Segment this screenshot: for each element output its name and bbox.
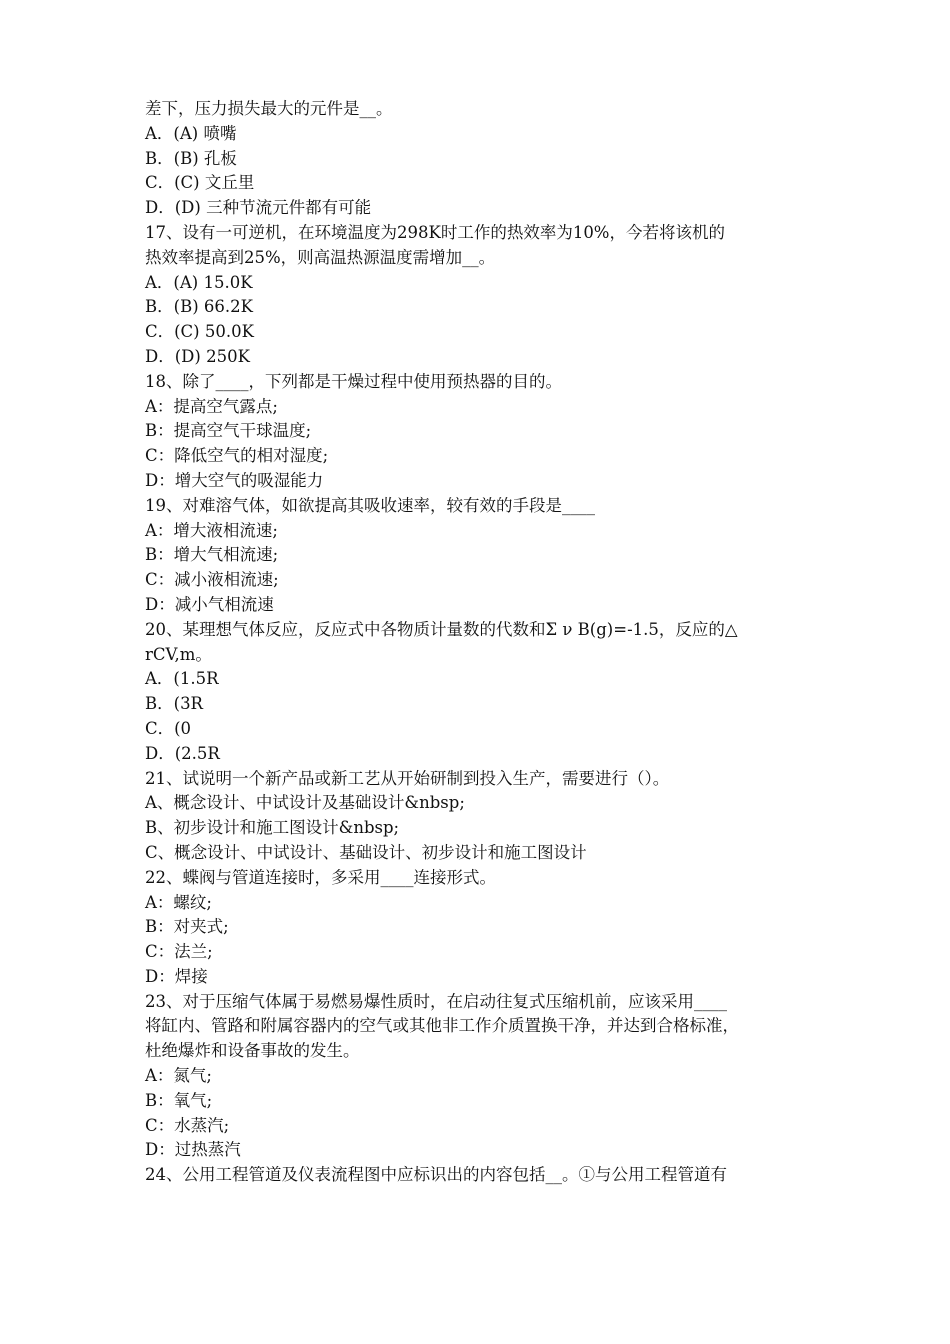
text-line: D．(D) 250K	[145, 346, 250, 366]
text-line: 18、除了____，下列都是干燥过程中使用预热器的目的。	[145, 371, 562, 391]
text-line: C：减小液相流速;	[145, 570, 279, 590]
text-line: 17、设有一可逆机，在环境温度为298K时工作的热效率为10%，今若将该机的	[145, 222, 725, 242]
text-line: D：过热蒸汽	[145, 1140, 241, 1160]
text-line: C．(C) 50.0K	[145, 322, 254, 342]
text-line: C．(0	[145, 718, 192, 738]
text-line: D：焊接	[145, 966, 208, 986]
text-line: B：对夹式;	[145, 917, 229, 937]
text-line: C：降低空气的相对湿度;	[145, 446, 329, 466]
text-line: A．(1.5R	[145, 669, 219, 689]
text-line: C．(C) 文丘里	[145, 173, 255, 193]
text-line: 23、对于压缩气体属于易燃易爆性质时，在启动往复式压缩机前，应该采用____	[145, 991, 727, 1011]
text-line: B．(B) 66.2K	[145, 297, 253, 317]
text-line: A．(A) 15.0K	[145, 272, 253, 292]
text-line: C：水蒸汽;	[145, 1115, 230, 1135]
text-line: A：螺纹;	[145, 892, 212, 912]
text-line: B、初步设计和施工图设计&nbsp;	[145, 818, 400, 838]
text-line: 22、蝶阀与管道连接时，多采用____连接形式。	[145, 867, 496, 887]
text-line: 杜绝爆炸和设备事故的发生。	[145, 1041, 360, 1061]
text-line: B．(B) 孔板	[145, 148, 237, 168]
text-line: A、概念设计、中试设计及基础设计&nbsp;	[145, 793, 465, 813]
text-line: B：氧气;	[145, 1090, 213, 1110]
text-line: rCV,m。	[145, 644, 212, 664]
text-line: 21、试说明一个新产品或新工艺从开始研制到投入生产，需要进行（）。	[145, 768, 670, 788]
text-line: A：增大液相流速;	[145, 520, 278, 540]
text-line: 19、对难溶气体，如欲提高其吸收速率，较有效的手段是____	[145, 495, 595, 515]
document-page	[145, 97, 815, 1188]
text-line: D：增大空气的吸湿能力	[145, 470, 324, 490]
text-line: A．(A) 喷嘴	[145, 123, 237, 143]
text-line: C、概念设计、中试设计、基础设计、初步设计和施工图设计	[145, 842, 587, 862]
text-line: 20、某理想气体反应，反应式中各物质计量数的代数和Σ ν B(g)=-1.5，反应的△	[145, 619, 738, 639]
text-line: D：减小气相流速	[145, 594, 274, 614]
text-line: B：增大气相流速;	[145, 545, 279, 565]
text-line: C：法兰;	[145, 942, 213, 962]
text-line: 热效率提高到25%，则高温热源温度需增加__。	[145, 247, 496, 267]
text-line: D．(D) 三种节流元件都有可能	[145, 198, 372, 218]
text-line: 将缸内、管路和附属容器内的空气或其他非工作介质置换干净，并达到合格标准，	[145, 1016, 739, 1036]
text-line: B．(3R	[145, 694, 203, 714]
text-line: A：提高空气露点;	[145, 396, 278, 416]
text-line: B：提高空气干球温度;	[145, 421, 312, 441]
text-line: 差下，压力损失最大的元件是__。	[145, 99, 393, 118]
text-line: 24、公用工程管道及仪表流程图中应标识出的内容包括__。①与公用工程管道有	[145, 1165, 727, 1185]
text-line: D．(2.5R	[145, 743, 220, 763]
text-line: A：氮气;	[145, 1066, 212, 1086]
